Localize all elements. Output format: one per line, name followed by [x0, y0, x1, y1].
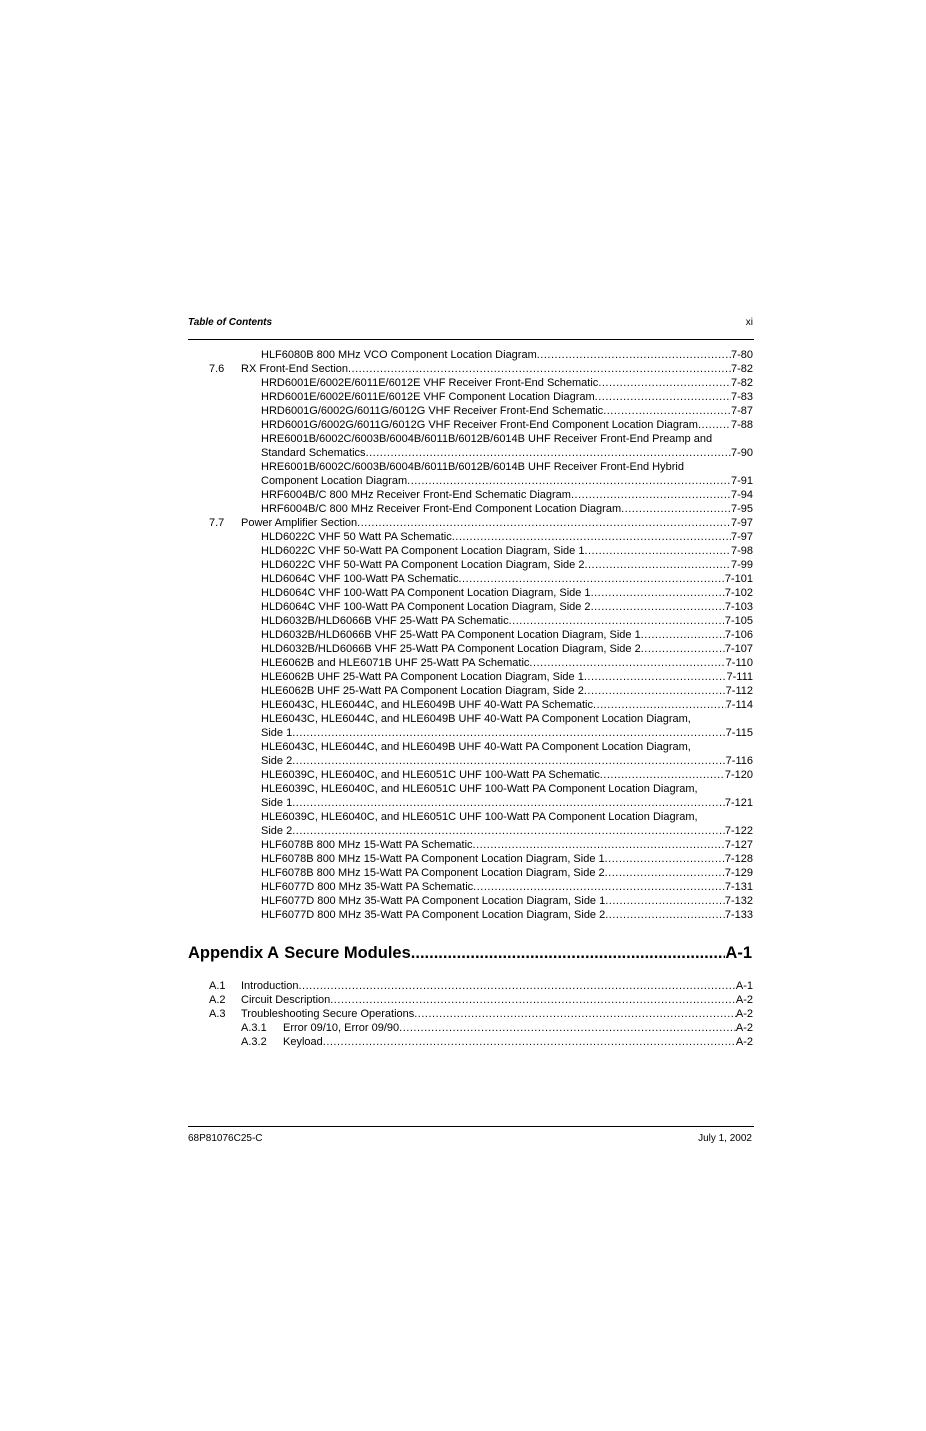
toc-entry[interactable] — [188, 796, 753, 810]
toc-entry-title: Side 1 — [261, 727, 293, 739]
toc-entry-line — [261, 586, 753, 600]
toc-entry-page: 7-129 — [724, 867, 753, 879]
toc-entry-title: HRD6001E/6002E/6011E/6012E VHF Component Location Diagram — [261, 391, 595, 403]
toc-entry[interactable] — [188, 684, 753, 698]
toc-entry[interactable] — [188, 600, 753, 614]
toc-entry-page: 7-87 — [730, 405, 753, 417]
toc-entry-number: A.3.1 — [241, 1022, 267, 1034]
header-title: Table of Contents — [188, 317, 273, 328]
toc-entry[interactable] — [188, 488, 753, 502]
toc-entry-title: HRD6001G/6002G/6011G/6012G VHF Receiver Front-End Schematic — [261, 405, 604, 417]
dot-leader — [292, 796, 725, 810]
toc-entry[interactable] — [188, 642, 753, 656]
toc-entry-page: 7-131 — [724, 881, 753, 893]
toc-entry-title: Error 09/10, Error 09/90 — [283, 1022, 400, 1034]
toc-entry-title: HLE6062B UHF 25-Watt PA Component Location Diagram, Side 2 — [261, 685, 584, 697]
toc-entry[interactable] — [188, 908, 753, 922]
dot-leader — [407, 474, 731, 488]
toc-entry-title: Side 2 — [261, 825, 293, 837]
appendix-toc-entry[interactable] — [188, 1007, 753, 1021]
dot-leader — [605, 908, 725, 922]
toc-entry-title: HRF6004B/C 800 MHz Receiver Front-End Component Location Diagram — [261, 503, 622, 515]
toc-entry-title: Side 2 — [261, 755, 293, 767]
toc-entry-number: A.1 — [209, 980, 226, 992]
dot-leader — [529, 656, 725, 670]
toc-entry-number: A.3.2 — [241, 1036, 267, 1048]
dot-leader — [292, 754, 725, 768]
toc-entry[interactable] — [188, 474, 753, 488]
toc-entry-page: A-2 — [735, 1022, 753, 1034]
dot-leader — [452, 530, 731, 544]
toc-entry-line — [261, 894, 753, 908]
toc-entry-page: 7-107 — [724, 643, 753, 655]
dot-leader — [621, 502, 731, 516]
appendix-a-heading[interactable] — [188, 944, 752, 963]
toc-entry[interactable] — [188, 586, 753, 600]
toc-entry-line — [241, 993, 753, 1007]
toc-entry-line — [261, 600, 753, 614]
toc-entry-page: 7-105 — [724, 615, 753, 627]
toc-entry[interactable] — [188, 614, 753, 628]
toc-entry-line — [261, 530, 753, 544]
toc-entry-title: HLE6039C, HLE6040C, and HLE6051C UHF 100-Watt PA Component Location Diagram, — [261, 811, 698, 823]
toc-entry-number: 7.6 — [209, 363, 225, 375]
appendix-title: Secure Modules — [284, 944, 411, 962]
page-footer — [188, 1133, 752, 1147]
appendix-toc-entry[interactable] — [188, 979, 753, 993]
dot-leader — [411, 944, 726, 963]
toc-entry-page: 7-102 — [724, 587, 753, 599]
toc-entry-page: A-1 — [735, 980, 753, 992]
toc-entry-title: HLF6077D 800 MHz 35-Watt PA Schematic — [261, 881, 474, 893]
dot-leader — [584, 558, 731, 572]
toc-entry-title: HLE6043C, HLE6044C, and HLE6049B UHF 40-Watt PA Schematic — [261, 699, 594, 711]
toc-entry-page: 7-83 — [730, 391, 753, 403]
toc-entry-page: 7-132 — [724, 895, 753, 907]
toc-entry[interactable] — [188, 880, 753, 894]
toc-entry-page: 7-94 — [730, 489, 753, 501]
toc-entry-page: 7-111 — [726, 671, 753, 683]
toc-entry-line — [261, 866, 753, 880]
toc-entry-title: Introduction — [241, 980, 299, 992]
dot-leader — [591, 586, 725, 600]
toc-entry-line — [261, 880, 753, 894]
dot-leader — [571, 488, 731, 502]
toc-entry-page: 7-90 — [730, 447, 753, 459]
toc-entry-line — [261, 558, 753, 572]
footer-doc-number: 68P81076C25-C — [188, 1133, 263, 1144]
toc-entry-line — [283, 1035, 753, 1049]
toc-entry-title: HRD6001E/6002E/6011E/6012E VHF Receiver Front-End Schematic — [261, 377, 599, 389]
dot-leader — [584, 684, 726, 698]
toc-entry-title: HLE6062B and HLE6071B UHF 25-Watt PA Schematic — [261, 657, 530, 669]
toc-entry-title: Standard Schematics — [261, 447, 366, 459]
toc-entry-page: 7-127 — [724, 839, 753, 851]
toc-entry-line — [261, 376, 753, 390]
toc-entry-page: 7-110 — [725, 657, 753, 669]
toc-entry[interactable] — [188, 376, 753, 390]
dot-leader — [357, 516, 731, 530]
dot-leader — [605, 852, 725, 866]
dot-leader — [292, 726, 725, 740]
toc-entry[interactable] — [188, 754, 753, 768]
appendix-toc-entry[interactable] — [188, 1021, 753, 1035]
dot-leader — [399, 1021, 736, 1035]
toc-entry-page: 7-112 — [725, 685, 753, 697]
toc-entry[interactable] — [188, 628, 753, 642]
dot-leader — [509, 614, 725, 628]
toc-entry-line — [261, 418, 753, 432]
toc-entry-title: HLF6078B 800 MHz 15-Watt PA Component Location Diagram, Side 1 — [261, 853, 605, 865]
toc-entry-page: 7-82 — [730, 363, 753, 375]
dot-leader — [473, 838, 725, 852]
toc-entry-title: HLD6064C VHF 100-Watt PA Component Location Diagram, Side 1 — [261, 587, 591, 599]
toc-entry-page: 7-82 — [730, 377, 753, 389]
toc-entry-page: 7-99 — [730, 559, 753, 571]
toc-entry[interactable] — [188, 866, 753, 880]
header-rule — [188, 339, 754, 340]
toc-entry-line — [261, 390, 753, 404]
toc-entry-page: 7-101 — [724, 573, 753, 585]
dot-leader — [603, 404, 731, 418]
toc-entry-page: A-2 — [735, 1008, 753, 1020]
dot-leader — [366, 446, 731, 460]
toc-entry-page: 7-128 — [724, 853, 753, 865]
toc-entry-line — [261, 642, 753, 656]
toc-entry-page: 7-121 — [724, 797, 753, 809]
toc-entry[interactable] — [188, 698, 753, 712]
dot-leader — [330, 993, 736, 1007]
toc-entry[interactable] — [188, 852, 753, 866]
toc-entry-title: HLF6077D 800 MHz 35-Watt PA Component Location Diagram, Side 2 — [261, 909, 606, 921]
toc-entry-title: Circuit Description — [241, 994, 331, 1006]
toc-entry-title: HLD6032B/HLD6066B VHF 25-Watt PA Schematic — [261, 615, 509, 627]
toc-entry-page: 7-116 — [725, 755, 753, 767]
toc-entry-title: HLD6032B/HLD6066B VHF 25-Watt PA Component Location Diagram, Side 1 — [261, 629, 641, 641]
dot-leader — [641, 642, 725, 656]
toc-entry[interactable] — [188, 362, 753, 376]
toc-entry[interactable] — [188, 838, 753, 852]
toc-entry-line — [261, 572, 753, 586]
appendix-toc-list — [188, 979, 753, 1049]
toc-entry[interactable] — [188, 670, 753, 684]
toc-entry-line — [261, 824, 753, 838]
toc-entry-line — [261, 502, 753, 516]
toc-entry-title: HLD6022C VHF 50-Watt PA Component Location Diagram, Side 1 — [261, 545, 585, 557]
dot-leader — [605, 894, 725, 908]
dot-leader — [298, 979, 735, 993]
toc-entry-title: Side 1 — [261, 797, 293, 809]
toc-entry-line — [261, 852, 753, 866]
toc-entry-page: A-2 — [735, 1036, 753, 1048]
dot-leader — [595, 390, 731, 404]
toc-entry[interactable] — [188, 656, 753, 670]
toc-entry-line — [261, 684, 753, 698]
toc-entry-page: 7-106 — [724, 629, 753, 641]
toc-entry-line — [261, 614, 753, 628]
dot-leader — [641, 628, 725, 642]
toc-entry[interactable] — [188, 558, 753, 572]
dot-leader — [458, 572, 724, 586]
toc-entry-title: HLE6039C, HLE6040C, and HLE6051C UHF 100-Watt PA Component Location Diagram, — [261, 783, 698, 795]
toc-entry-page: 7-120 — [724, 769, 753, 781]
toc-entry-line — [241, 1007, 753, 1021]
toc-entry-title: HLF6077D 800 MHz 35-Watt PA Component Location Diagram, Side 1 — [261, 895, 606, 907]
toc-entry-line — [261, 656, 753, 670]
dot-leader — [600, 768, 725, 782]
toc-entry-line — [261, 474, 753, 488]
toc-entry[interactable] — [188, 404, 753, 418]
toc-entry-title: HLD6022C VHF 50 Watt PA Schematic — [261, 531, 452, 543]
dot-leader — [323, 1035, 736, 1049]
toc-entry-line — [261, 670, 753, 684]
toc-entry-number: A.3 — [209, 1008, 226, 1020]
dot-leader — [537, 348, 731, 362]
toc-entry-page: 7-133 — [724, 909, 753, 921]
toc-entry-line — [241, 516, 753, 530]
toc-entry-title: HLD6032B/HLD6066B VHF 25-Watt PA Component Location Diagram, Side 2 — [261, 643, 641, 655]
toc-entry-title: Component Location Diagram — [261, 475, 408, 487]
toc-entry-title: Power Amplifier Section — [241, 517, 358, 529]
toc-entry-line — [261, 404, 753, 418]
toc-entry[interactable] — [188, 894, 753, 908]
toc-entry-title: HRF6004B/C 800 MHz Receiver Front-End Schematic Diagram — [261, 489, 571, 501]
dot-leader — [698, 418, 731, 432]
toc-entry-title: Troubleshooting Secure Operations — [241, 1008, 415, 1020]
toc-entry-title: HLF6078B 800 MHz 15-Watt PA Schematic — [261, 839, 473, 851]
toc-entry-page: 7-97 — [730, 517, 753, 529]
toc-entry-title: HLD6022C VHF 50-Watt PA Component Location Diagram, Side 2 — [261, 559, 585, 571]
appendix-toc-entry[interactable] — [188, 1035, 753, 1049]
toc-entry-line — [261, 348, 753, 362]
toc-entry-title: HRE6001B/6002C/6003B/6004B/6011B/6012B/6014B UHF Receiver Front-End Hybrid — [261, 461, 684, 473]
toc-entry[interactable] — [188, 390, 753, 404]
toc-entry-line — [261, 908, 753, 922]
toc-entry[interactable] — [188, 740, 753, 754]
toc-entry[interactable] — [188, 726, 753, 740]
toc-entry-line — [261, 754, 753, 768]
dot-leader — [605, 866, 725, 880]
toc-entry-title: HLE6062B UHF 25-Watt PA Component Location Diagram, Side 1 — [261, 671, 584, 683]
toc-entry-number: 7.7 — [209, 517, 225, 529]
toc-entry-title: Keyload — [283, 1036, 323, 1048]
toc-entry[interactable] — [188, 572, 753, 586]
toc-entry-title: HLF6080B 800 MHz VCO Component Location Diagram — [261, 349, 537, 361]
toc-entry-page: 7-88 — [730, 419, 753, 431]
toc-entry-page: 7-114 — [725, 699, 753, 711]
toc-entry[interactable] — [188, 824, 753, 838]
toc-entry-title: HLD6064C VHF 100-Watt PA Schematic — [261, 573, 459, 585]
footer-rule — [188, 1126, 754, 1127]
toc-entry-line — [261, 488, 753, 502]
toc-entry-page: 7-97 — [730, 531, 753, 543]
dot-leader — [348, 362, 731, 376]
toc-entry-line — [261, 446, 753, 460]
toc-entry-page: 7-80 — [730, 349, 753, 361]
footer-date: July 1, 2002 — [698, 1133, 752, 1144]
toc-entry[interactable] — [188, 810, 753, 824]
toc-entry-title: HLE6039C, HLE6040C, and HLE6051C UHF 100-Watt PA Schematic — [261, 769, 600, 781]
toc-entry[interactable] — [188, 544, 753, 558]
toc-entry-line — [261, 544, 753, 558]
appendix-page: A-1 — [725, 944, 752, 962]
toc-entry[interactable] — [188, 418, 753, 432]
toc-entry-line — [261, 628, 753, 642]
toc-entry[interactable] — [188, 460, 753, 474]
toc-entry-page: 7-103 — [724, 601, 753, 613]
toc-entry[interactable] — [188, 782, 753, 796]
header-page-number: xi — [745, 317, 753, 328]
dot-leader — [473, 880, 725, 894]
dot-leader — [584, 670, 727, 684]
toc-entry-line — [261, 698, 753, 712]
toc-entry-page: 7-91 — [730, 475, 753, 487]
toc-entry-line — [241, 979, 753, 993]
toc-entry-line — [283, 1021, 753, 1035]
toc-entry-title: RX Front-End Section — [241, 363, 348, 375]
page-header — [188, 317, 753, 331]
toc-entry-page: 7-122 — [724, 825, 753, 837]
toc-entry-title: HRD6001G/6002G/6011G/6012G VHF Receiver Front-End Component Location Diagram — [261, 419, 698, 431]
toc-entry-title: HRE6001B/6002C/6003B/6004B/6011B/6012B/6014B UHF Receiver Front-End Preamp and — [261, 433, 713, 445]
toc-entry-title: HLE6043C, HLE6044C, and HLE6049B UHF 40-Watt PA Component Location Diagram, — [261, 741, 691, 753]
appendix-toc-entry[interactable] — [188, 993, 753, 1007]
appendix-label: Appendix A — [188, 944, 280, 962]
toc-entry-title: HLE6043C, HLE6044C, and HLE6049B UHF 40-Watt PA Component Location Diagram, — [261, 713, 691, 725]
toc-entry-page: 7-115 — [725, 727, 753, 739]
dot-leader — [292, 824, 725, 838]
toc-list — [188, 348, 753, 922]
toc-entry-line — [261, 726, 753, 740]
toc-entry[interactable] — [188, 530, 753, 544]
dot-leader — [593, 698, 726, 712]
toc-entry-line — [261, 768, 753, 782]
toc-entry-title: HLD6064C VHF 100-Watt PA Component Location Diagram, Side 2 — [261, 601, 591, 613]
toc-entry[interactable] — [188, 516, 753, 530]
toc-entry[interactable] — [188, 768, 753, 782]
toc-entry[interactable] — [188, 432, 753, 446]
toc-entry-line — [261, 796, 753, 810]
toc-entry-page: 7-95 — [730, 503, 753, 515]
toc-entry-page: 7-98 — [730, 545, 753, 557]
toc-entry[interactable] — [188, 348, 753, 362]
toc-entry-line — [241, 362, 753, 376]
dot-leader — [584, 544, 731, 558]
toc-entry-number: A.2 — [209, 994, 226, 1006]
toc-entry-title: HLF6078B 800 MHz 15-Watt PA Component Location Diagram, Side 2 — [261, 867, 605, 879]
toc-entry-page: A-2 — [735, 994, 753, 1006]
toc-entry-line — [261, 838, 753, 852]
toc-entry[interactable] — [188, 446, 753, 460]
dot-leader — [591, 600, 725, 614]
toc-entry[interactable] — [188, 502, 753, 516]
dot-leader — [598, 376, 731, 390]
dot-leader — [414, 1007, 736, 1021]
toc-entry[interactable] — [188, 712, 753, 726]
